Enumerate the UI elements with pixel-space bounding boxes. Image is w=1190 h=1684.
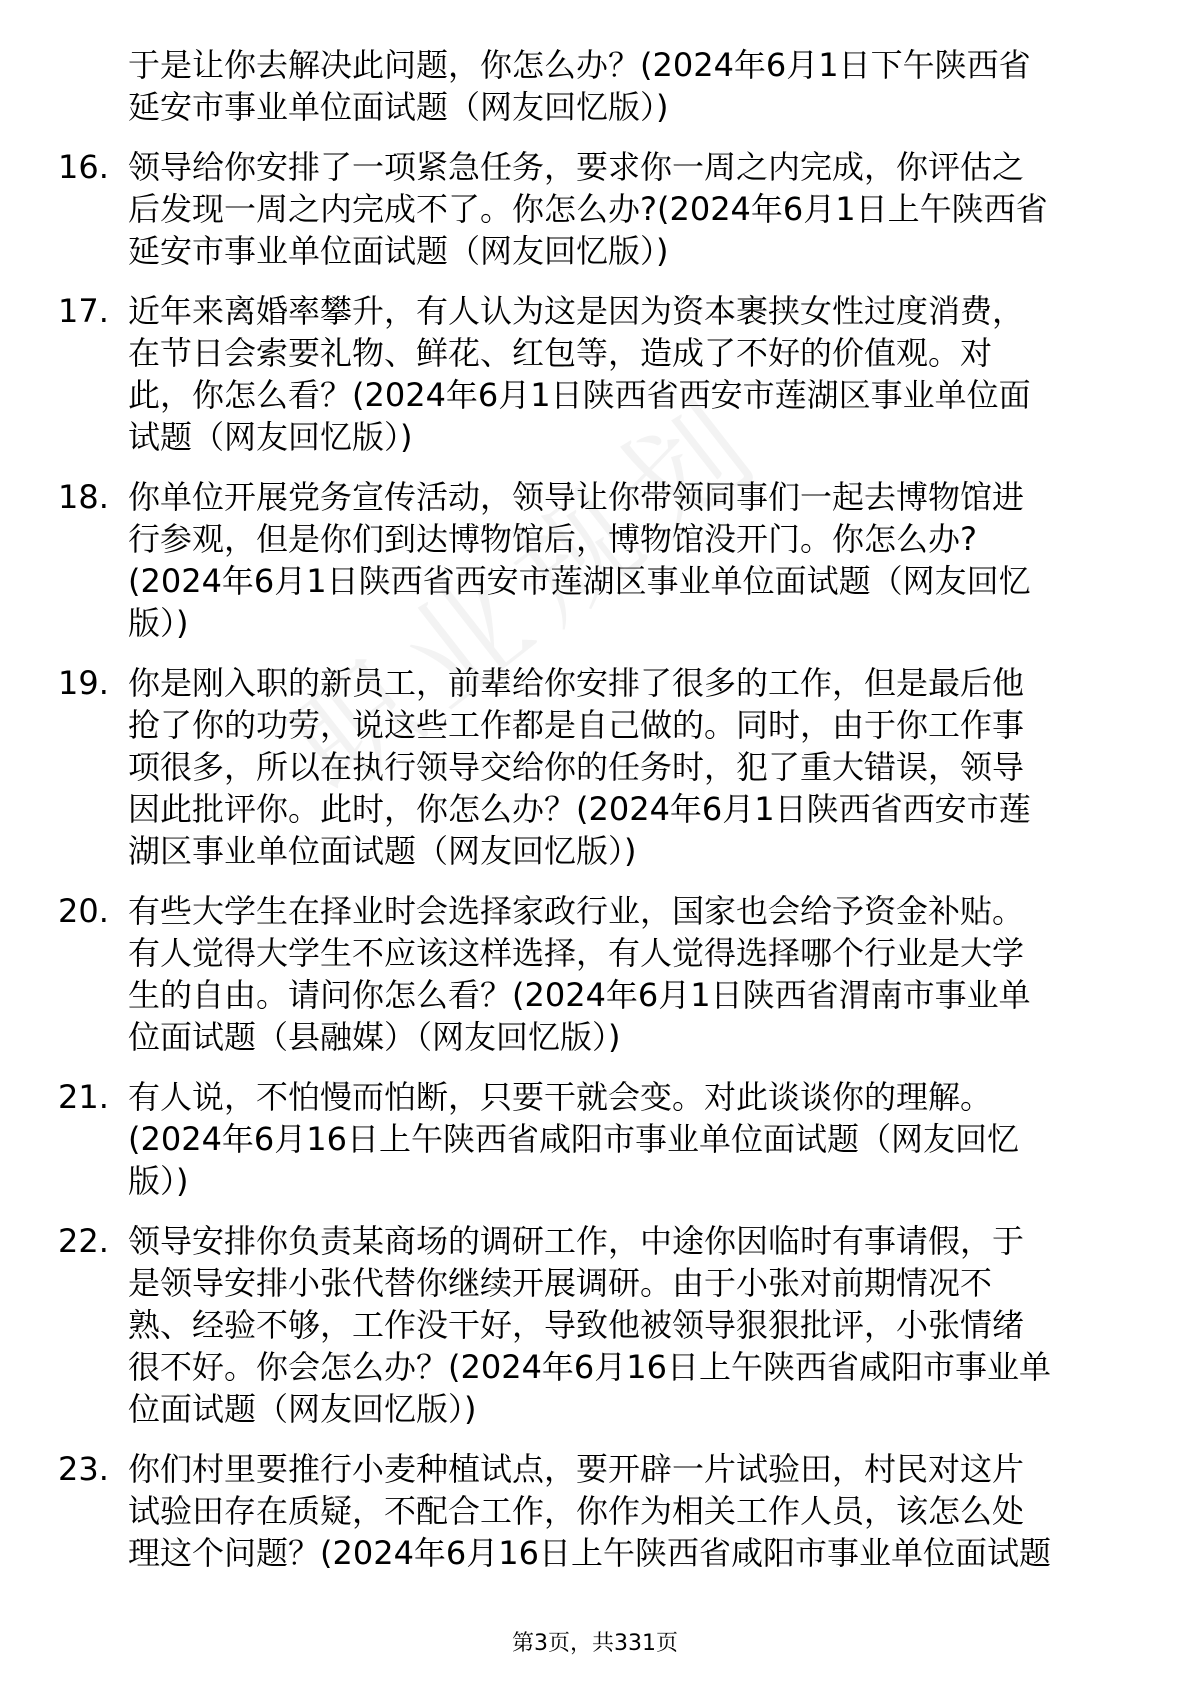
question-line: 在节日会索要礼物、鲜花、红包等，造成了不好的价值观。对 bbox=[128, 334, 993, 372]
question-number: 20. bbox=[58, 892, 109, 930]
question-item bbox=[58, 890, 1118, 1058]
question-line: 行参观，但是你们到达博物馆后，博物馆没开门。你怎么办? bbox=[128, 520, 977, 558]
question-line: (2024年6月16日上午陕西省咸阳市事业单位面试题（网友回忆 bbox=[128, 1120, 1020, 1158]
continued-question bbox=[58, 44, 1118, 128]
question-line: 你们村里要推行小麦种植试点，要开辟一片试验田，村民对这片 bbox=[128, 1450, 1025, 1488]
question-item bbox=[58, 1076, 1118, 1202]
question-line: 理这个问题？(2024年6月16日上午陕西省咸阳市事业单位面试题 bbox=[128, 1534, 1052, 1572]
question-number: 22. bbox=[58, 1222, 109, 1260]
question-line: 你单位开展党务宣传活动，领导让你带领同事们一起去博物馆进 bbox=[128, 478, 1025, 516]
question-line: 领导给你安排了一项紧急任务，要求你一周之内完成，你评估之 bbox=[128, 148, 1025, 186]
question-item bbox=[58, 662, 1118, 872]
question-line: 版）) bbox=[128, 604, 189, 642]
question-line: 延安市事业单位面试题（网友回忆版）) bbox=[128, 232, 669, 270]
question-line: 于是让你去解决此问题，你怎么办？(2024年6月1日下午陕西省 bbox=[128, 46, 1031, 84]
question-item bbox=[58, 476, 1118, 644]
question-number: 19. bbox=[58, 664, 109, 702]
question-line: 版）) bbox=[128, 1162, 189, 1200]
question-line: 有人觉得大学生不应该这样选择，有人觉得选择哪个行业是大学 bbox=[128, 934, 1025, 972]
question-item bbox=[58, 146, 1118, 272]
page-footer bbox=[0, 1630, 1190, 1658]
question-item bbox=[58, 1220, 1118, 1430]
question-line: 生的自由。请问你怎么看？(2024年6月1日陕西省渭南市事业单 bbox=[128, 976, 1031, 1014]
question-line: 后发现一周之内完成不了。你怎么办?(2024年6月1日上午陕西省 bbox=[128, 190, 1048, 228]
question-list bbox=[58, 44, 1118, 1592]
question-number: 18. bbox=[58, 478, 109, 516]
question-line: 有人说，不怕慢而怕断，只要干就会变。对此谈谈你的理解。 bbox=[128, 1078, 993, 1116]
question-number: 17. bbox=[58, 292, 109, 330]
question-line: 有些大学生在择业时会选择家政行业，国家也会给予资金补贴。 bbox=[128, 892, 1025, 930]
question-item bbox=[58, 1448, 1118, 1574]
question-line: 项很多，所以在执行领导交给你的任务时，犯了重大错误，领导 bbox=[128, 748, 1025, 786]
question-line: 湖区事业单位面试题（网友回忆版）) bbox=[128, 832, 637, 870]
question-line: 因此批评你。此时，你怎么办？(2024年6月1日陕西省西安市莲 bbox=[128, 790, 1031, 828]
question-line: 试验田存在质疑，不配合工作，你作为相关工作人员，该怎么处 bbox=[128, 1492, 1025, 1530]
question-number: 16. bbox=[58, 148, 109, 186]
question-line: (2024年6月1日陕西省西安市莲湖区事业单位面试题（网友回忆 bbox=[128, 562, 1031, 600]
question-line: 近年来离婚率攀升，有人认为这是因为资本裹挟女性过度消费， bbox=[128, 292, 1025, 330]
question-line: 你是刚入职的新员工，前辈给你安排了很多的工作，但是最后他 bbox=[128, 664, 1025, 702]
question-line: 是领导安排小张代替你继续开展调研。由于小张对前期情况不 bbox=[128, 1264, 993, 1302]
question-number: 21. bbox=[58, 1078, 109, 1116]
question-line: 熟、经验不够，工作没干好，导致他被领导狠狠批评，小张情绪 bbox=[128, 1306, 1025, 1344]
page-number: 第3页，共331页 bbox=[512, 1631, 678, 1656]
question-line: 位面试题（县融媒）（网友回忆版）) bbox=[128, 1018, 621, 1056]
question-line: 领导安排你负责某商场的调研工作，中途你因临时有事请假，于 bbox=[128, 1222, 1025, 1260]
question-line: 位面试题（网友回忆版）) bbox=[128, 1390, 477, 1428]
question-line: 很不好。你会怎么办？(2024年6月16日上午陕西省咸阳市事业单 bbox=[128, 1348, 1052, 1386]
question-item bbox=[58, 290, 1118, 458]
question-line: 延安市事业单位面试题（网友回忆版）) bbox=[128, 88, 669, 126]
question-line: 试题（网友回忆版）) bbox=[128, 418, 413, 456]
question-number: 23. bbox=[58, 1450, 109, 1488]
question-line: 此，你怎么看？(2024年6月1日陕西省西安市莲湖区事业单位面 bbox=[128, 376, 1031, 414]
question-line: 抢了你的功劳，说这些工作都是自己做的。同时，由于你工作事 bbox=[128, 706, 1025, 744]
